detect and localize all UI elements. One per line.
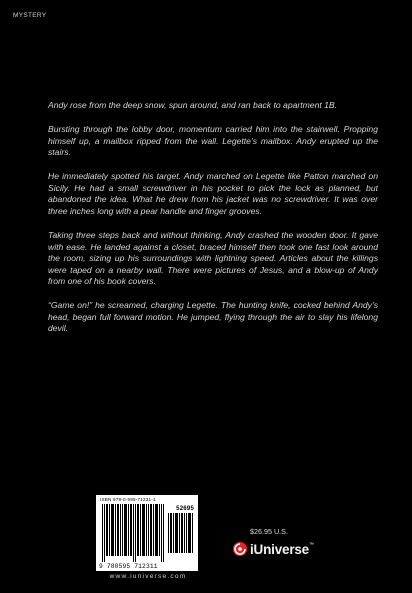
barcode-bars bbox=[102, 504, 166, 562]
barcode-digits: 9 780595 712311 bbox=[99, 563, 158, 570]
blurb-paragraph: Andy rose from the deep snow, spun around, and ran back to apartment 1B. bbox=[48, 100, 338, 110]
blurb-paragraph: Bursting through the lobby door, momentum carried him into the stairwell. Propping himself up, a mailbox ripped from the wall. Legette’s mailbox. Andy erupted up the stairs. bbox=[48, 123, 378, 158]
blurb-paragraph: Taking three steps back and without thinking, Andy crashed the wooden door. It gave with ease. He landed against a closet, braced himself then took one fast look around the room, sizing up his surroundings with lightning speed. Articles about the killings were taped on a nearby wall. There were pictures of Jesus, and a blow-up of Andy from one of his book covers. bbox=[48, 229, 378, 287]
blurb-paragraph: “Game on!” he screamed, charging Legette. The hunting knife, cocked behind Andy’s head, began full forward motion. He jumped, flying through the air to slay his lifelong devil. bbox=[48, 300, 378, 334]
blurb-paragraph: He immediately spotted his target. Andy marched on Legette like Patton marched on Sicily. He had a small screwdriver in his pocket to pick the lock as planned, but abandoned the idea. What he drew from his jacket was no screwdriver. It was over three inches long with a pear handle and finger grooves. bbox=[48, 171, 378, 216]
trademark-symbol: ™ bbox=[308, 542, 314, 548]
isbn-number: ISBN 978-0-595-71231-1 bbox=[100, 497, 156, 502]
publisher-website: www.iuniverse.com bbox=[109, 573, 187, 580]
publisher-name: iUniverse bbox=[250, 541, 309, 557]
publisher-logo bbox=[232, 539, 314, 559]
barcode-price-code: 52695 bbox=[175, 505, 194, 512]
iuniverse-swirl-icon bbox=[232, 541, 248, 557]
isbn-barcode bbox=[96, 495, 198, 571]
genre-label: MYSTERY bbox=[13, 12, 47, 19]
price-barcode-bars bbox=[168, 513, 194, 553]
book-price: $26.95 U.S. bbox=[250, 527, 288, 536]
back-cover-blurb bbox=[48, 100, 378, 347]
